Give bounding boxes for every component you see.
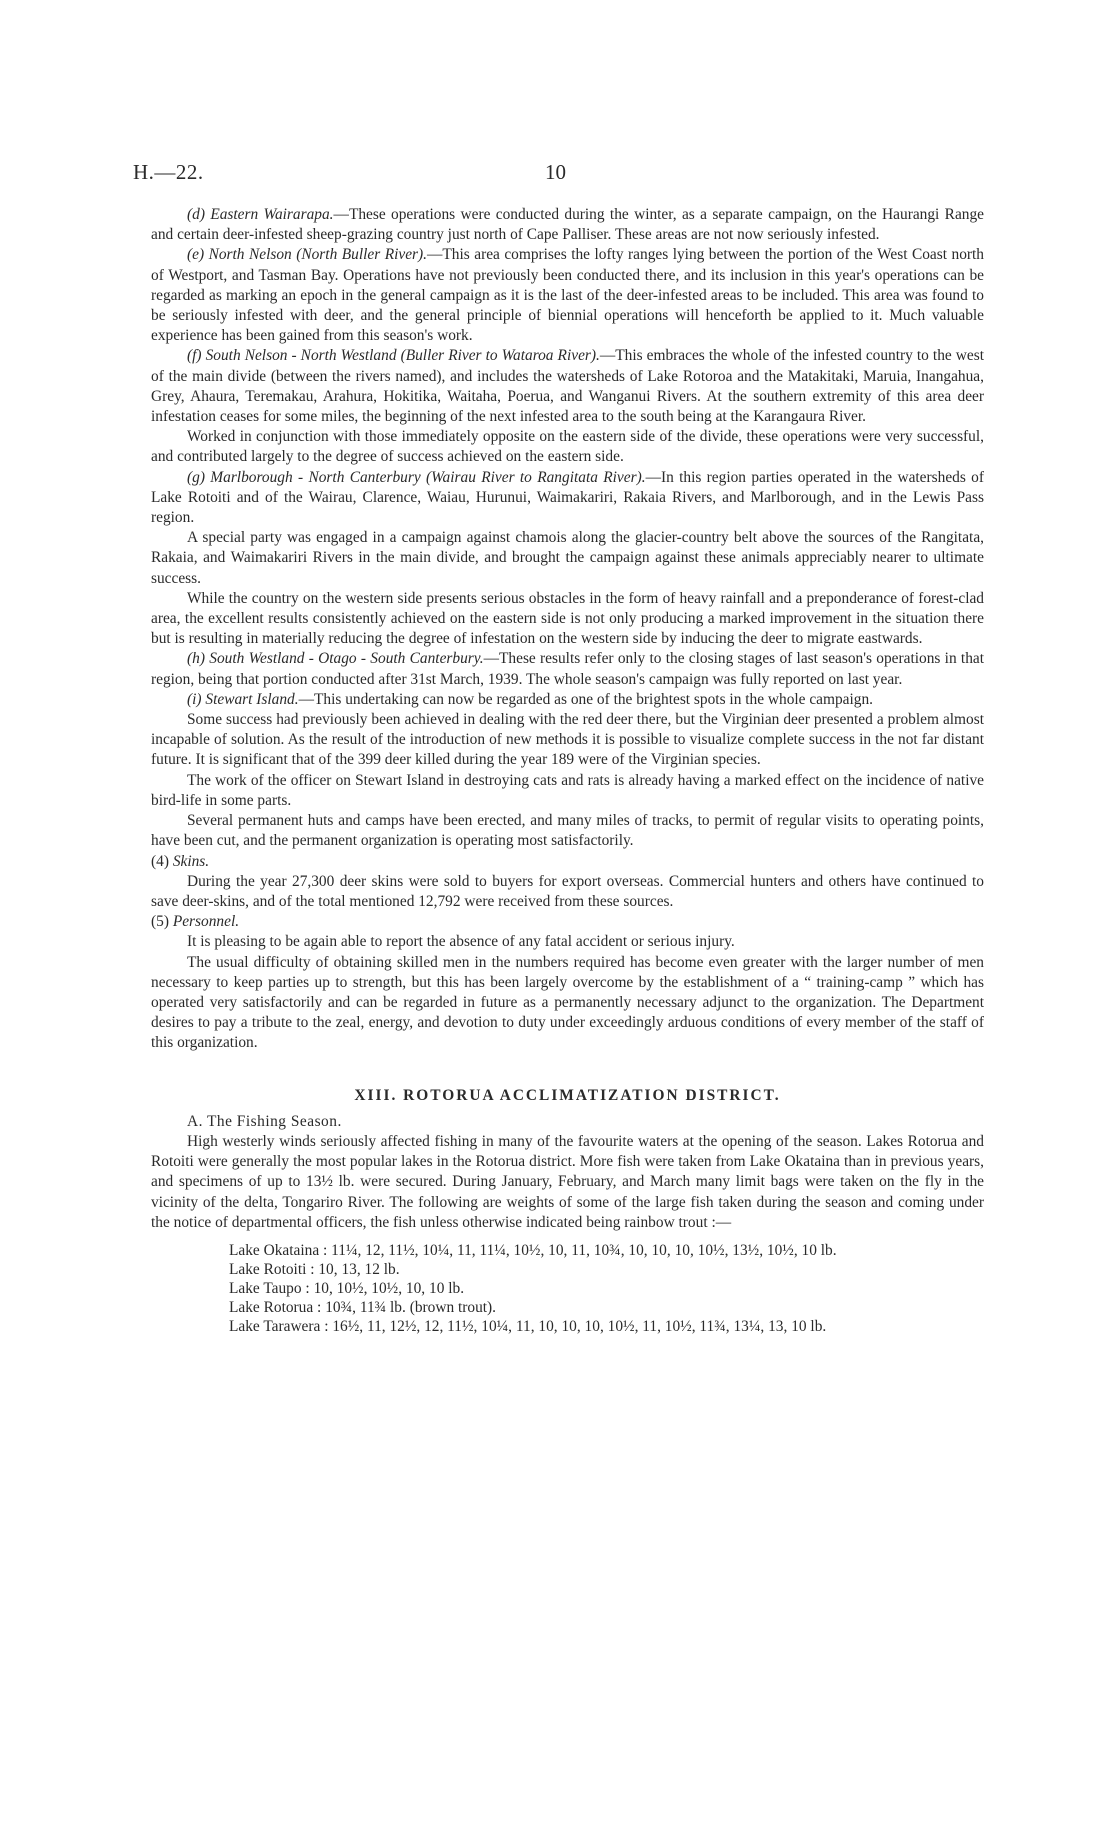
item-label: (i) xyxy=(187,690,202,708)
paragraph-personnel-2: The usual difficulty of obtaining skilled men in the numbers required has become even greater with the larger number of men necessary to keep parties up to strength, but this has been largely overcome by the establishment of a “ training-camp ” which has operated very satisfactorily and can be regarded in future as a permanently necessary adjunct to the organization. The Department desires to pay a tribute to the zeal, energy, and devotion to duty under exceedingly arduous conditions of every member of the staff of this organization. xyxy=(151,953,984,1052)
item-label: (h) xyxy=(187,650,205,668)
subheading-number: (4) xyxy=(151,852,169,870)
item-text: —These operations were conducted during the winter, as a separate campaign, on the Haurangi Range and certain deer-infested sheep-grazing country just north of Cape Palliser. These areas are not now seriously infested. xyxy=(151,206,984,244)
item-title: South Nelson - North Westland (Buller River to Wataroa River). xyxy=(205,347,600,365)
subheading-title: Skins. xyxy=(172,852,210,870)
paragraph: A special party was engaged in a campaign against chamois along the glacier-country belt above the sources of the Rangitata, Rakaia, and Waimakariri Rivers in the main divide, and brought the campaign against these animals appreciably nearer to ultimate success. xyxy=(151,529,984,587)
item-title: South Westland - Otago - South Canterbury. xyxy=(209,650,484,668)
paragraph-skins: During the year 27,300 deer skins were sold to buyers for export overseas. Commercial hunters and others have continued to save deer-skins, and of the total mentioned 12,792 were received from these sources. xyxy=(151,872,984,910)
lake-name: Lake Taupo : xyxy=(229,1279,310,1297)
lake-name: Lake Rotoiti : xyxy=(229,1260,315,1278)
subheading-number: (5) xyxy=(151,913,169,931)
fish-weights: 10¾, 11¾ lb. (brown trout). xyxy=(325,1298,497,1316)
item-text: —In this region parties operated in the watersheds of Lake Rotoiti and of the Wairau, Clarence, Waiau, Hurunui, Waimakariri, Rakaia Rivers, and Marlborough, and in the Lewis Pass region. xyxy=(151,468,984,527)
list-item xyxy=(229,1241,984,1260)
paragraph-item-g xyxy=(151,468,984,529)
page-number: 10 xyxy=(545,160,566,184)
item-text: —This undertaking can now be regarded as one of the brightest spots in the whole campaign. xyxy=(298,690,874,708)
paragraph-personnel-1: It is pleasing to be again able to report the absence of any fatal accident or serious injury. xyxy=(187,933,735,951)
subheading-title: Personnel. xyxy=(172,913,240,931)
item-label: (d) xyxy=(187,206,205,223)
item-label: (f) xyxy=(187,347,202,365)
paragraph: The work of the officer on Stewart Island in destroying cats and rats is already having a marked effect on the incidence of native bird-life in some parts. xyxy=(151,771,984,809)
item-title: Stewart Island. xyxy=(205,690,299,708)
paragraph-fishing: High westerly winds seriously affected fishing in many of the favourite waters at the opening of the season. Lakes Rotorua and Rotoiti were generally the most popular lakes in the Rotorua district. More fish were taken from Lake Okataina than in previous years, and specimens of up to 13½ lb. were secured. During January, February, and March many limit bags were taken on the fly in the vicinity of the delta, Tongariro River. The following are weights of some of the large fish taken during the season and coming under the notice of departmental officers, the fish unless otherwise indicated being rainbow trout :— xyxy=(151,1132,984,1231)
paragraph: Some success had previously been achieved in dealing with the red deer there, but the Virginian deer presented a problem almost incapable of solution. As the result of the introduction of new methods it is possible to visualize complete success in the not far distant future. It is significant that of the 399 deer killed during the year 189 were of the Virginian species. xyxy=(151,711,984,769)
paragraph-item-e xyxy=(151,245,984,346)
item-title: North Nelson (North Buller River). xyxy=(208,246,427,264)
paragraph-item-i xyxy=(151,690,984,710)
list-item xyxy=(229,1279,984,1298)
item-text: —This embraces the whole of the infested country to the west of the main divide (between the rivers named), and includes the watersheds of Lake Rotoroa and the Matakitaki, Maruia, Inangahua, Grey, Ahaura, Teremakau, Arahura, Hokitika, Waitaha, Poerua, and Wanganui Rivers. At the southern extremity of this area deer infestation ceases for some miles, the beginning of the next infested area to the south being at the Karangaura River. xyxy=(151,347,984,426)
document-body xyxy=(151,205,984,1336)
subheading-personnel xyxy=(151,912,984,932)
paragraph: Several permanent huts and camps have been erected, and many miles of tracks, to permit of regular visits to operating points, have been cut, and the permanent organization is operating most satisfactorily. xyxy=(151,812,984,850)
item-label: (e) xyxy=(187,246,205,264)
fish-weights: 10, 13, 12 lb. xyxy=(318,1260,400,1278)
item-label: (g) xyxy=(187,468,205,486)
list-item xyxy=(229,1298,984,1317)
list-item xyxy=(229,1317,984,1336)
lake-name: Lake Okataina : xyxy=(229,1241,328,1259)
lake-name: Lake Rotorua : xyxy=(229,1298,322,1316)
subheading-skins xyxy=(151,852,984,872)
lake-name: Lake Tarawera : xyxy=(229,1317,329,1335)
paragraph: Worked in conjunction with those immediately opposite on the eastern side of the divide, these operations were very successful, and contributed largely to the degree of success achieved on the eastern side. xyxy=(151,428,984,466)
list-item xyxy=(229,1260,984,1279)
page-reference: H.—22. xyxy=(133,160,204,184)
paragraph: While the country on the western side presents serious obstacles in the form of heavy rainfall and a preponderance of forest-clad area, the excellent results consistently achieved on the eastern side is not only producing a marked improvement in the situation there but is resulting in materially reducing the degree of infestation on the western side by inducing the deer to migrate eastwards. xyxy=(151,589,984,648)
item-text: —This area comprises the lofty ranges lying between the portion of the West Coast north of Westport, and Tasman Bay. Operations have not previously been conducted there, and its inclusion in this year's operations can be regarded as marking an epoch in the general campaign as it is the last of the deer-infested areas to be included. This area was found to be seriously infested with deer, and the general principle of biennial operations will henceforth be applied to it. Much valuable experience has been gained from this season's work. xyxy=(151,246,984,345)
item-text: —These results refer only to the closing stages of last season's operations in that region, being that portion conducted after 31st March, 1939. The whole season's campaign was fully reported on last year. xyxy=(151,650,985,688)
fish-weights: 16½, 11, 12½, 12, 11½, 10¼, 11, 10, 10, 10, 10½, 11, 10½, 11¾, 13¼, 13, 10 lb. xyxy=(332,1317,827,1335)
fish-weights: 11¼, 12, 11½, 10¼, 11, 11¼, 10½, 10, 11, 10¾, 10, 10, 10, 10½, 13½, 10½, 10 lb. xyxy=(331,1241,837,1259)
item-title: Marlborough - North Canterbury (Wairau River to Rangitata River). xyxy=(210,468,646,486)
section-title: XIII. ROTORUA ACCLIMATIZATION DISTRICT. xyxy=(354,1086,781,1104)
paragraph-item-h xyxy=(151,649,984,689)
fish-weights: 10, 10½, 10½, 10, 10 lb. xyxy=(313,1279,465,1297)
item-title: Eastern Wairarapa. xyxy=(210,206,334,223)
paragraph-item-d xyxy=(151,205,984,245)
fish-weights-list xyxy=(229,1241,984,1336)
paragraph-item-f xyxy=(151,346,984,427)
section-subtitle: A. The Fishing Season. xyxy=(187,1112,342,1130)
